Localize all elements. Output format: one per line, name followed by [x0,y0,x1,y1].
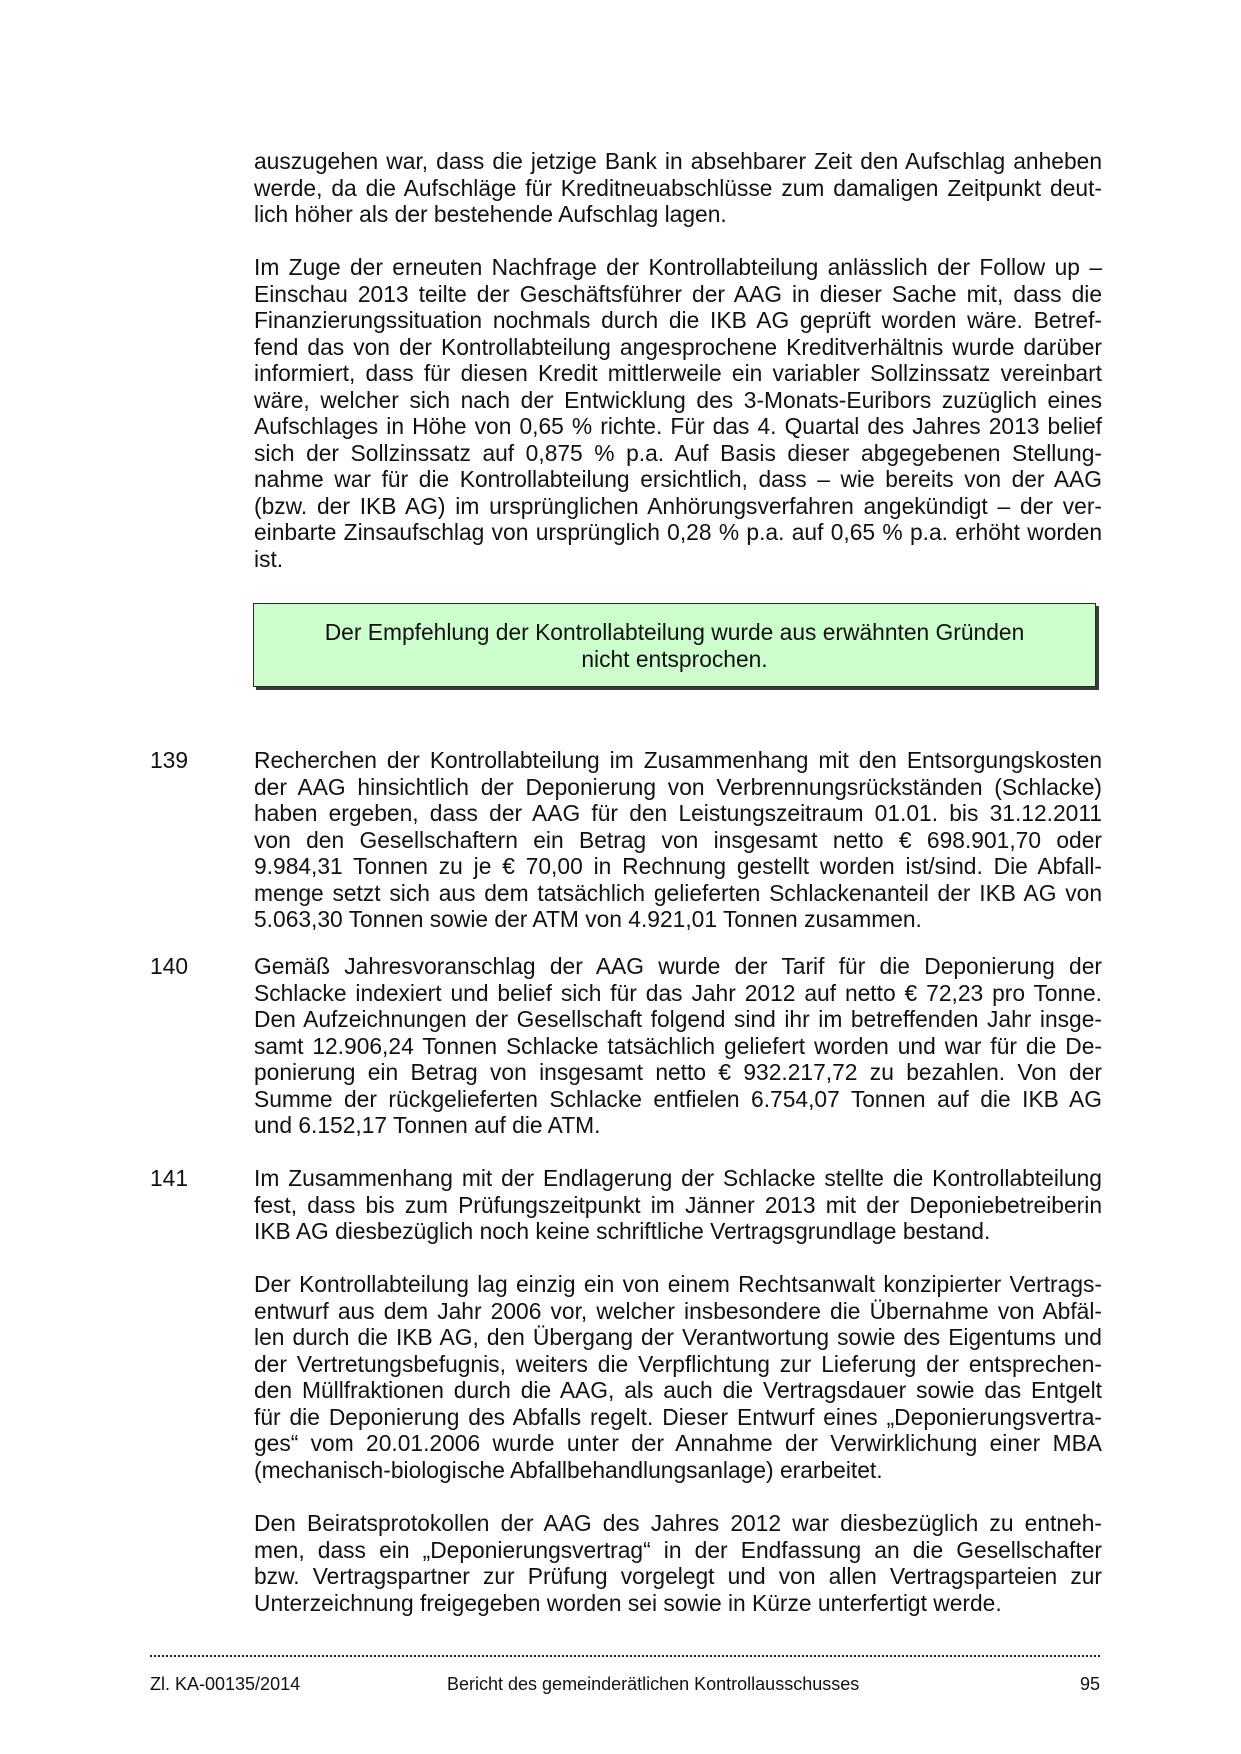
box-text-line: nicht entsprochen. [581,646,768,672]
text-line: men, dass ein „Deponierungsvertrag“ in der Endfassung an die Gesellschafter [254,1536,1102,1563]
text-line: Den Aufzeichnungen der Gesellschaft folgend sind ihr im betreffenden Jahr insge- [254,1006,1102,1032]
continued-paragraph [254,148,1102,228]
text-line: und 6.152,17 Tonnen auf die ATM. [254,1112,601,1138]
text-line: ponierung ein Betrag von insgesamt netto € 932.217,72 zu bezahlen. Von der [254,1059,1102,1085]
text-line: (bzw. der IKB AG) im ursprünglichen Anhörungsverfahren angekündigt – der ver- [254,492,1102,519]
text-line: len durch die IKB AG, den Übergang der Verantwortung sowie des Eigentums und [254,1324,1102,1350]
text-line: Im Zuge der erneuten Nachfrage der Kontrollabteilung anlässlich der Follow up – [254,254,1102,280]
text-line: werde, da die Aufschläge für Kreditneuabschlüsse zum damaligen Zeitpunkt deut- [254,174,1102,201]
follow-up-paragraph [254,254,1102,572]
text-line: fend das von der Kontrollabteilung angesprochene Kreditverhältnis wurde darüber [254,333,1102,360]
paragraph-number: 139 [150,747,189,773]
advisory-board-paragraph [254,1510,1102,1616]
text-line: (mechanisch-biologische Abfallbehandlungsanlage) erarbeitet. [254,1456,883,1483]
paragraph-140 [254,953,1102,1139]
text-line: ist. [254,545,284,572]
paragraph-number: 140 [150,953,189,979]
text-line: Einschau 2013 teilte der Geschäftsführer der AAG in dieser Sache mit, dass die [254,280,1102,307]
text-line: wäre, welcher sich nach der Entwicklung des 3-Monats-Euribors zuzüglich eines [254,386,1102,413]
text-line: Unterzeichnung freigegeben worden sei sowie in Kürze unterfertigt werde. [254,1589,1002,1616]
text-line: der Vertretungsbefugnis, weiters die Verpflichtung zur Lieferung der entsprechen- [254,1350,1102,1377]
text-line: 9.984,31 Tonnen zu je € 70,00 in Rechnung gestellt worden ist/sind. Die Abfall- [254,853,1102,879]
footer-divider [150,1655,1100,1657]
paragraph-141 [254,1165,1102,1245]
text-line: Summe der rückgelieferten Schlacke entfielen 6.754,07 Tonnen auf die IKB AG [254,1085,1102,1112]
page-number: 95 [1079,1674,1100,1694]
paragraph-139 [254,747,1102,933]
text-line: sich der Sollzinssatz auf 0,875 % p.a. Auf Basis dieser abgegebenen Stellung- [254,439,1102,466]
text-line: nahme war für die Kontrollabteilung ersichtlich, dass – wie bereits von der AAG [254,466,1102,492]
text-line: samt 12.906,24 Tonnen Schlacke tatsächlich geliefert worden und war für die De- [254,1032,1102,1059]
text-line: haben ergeben, dass der AAG für den Leistungszeitraum 01.01. bis 31.12.2011 [254,800,1102,826]
text-line: menge setzt sich aus dem tatsächlich gelieferten Schlackenanteil der IKB AG von [254,879,1102,906]
text-line: informiert, dass für diesen Kredit mittlerweile ein variabler Sollzinssatz vereinbart [254,360,1102,386]
footer-title: Bericht des gemeinderätlichen Kontrollausschusses [447,1674,860,1694]
text-line: Der Kontrollabteilung lag einzig ein von einem Rechtsanwalt konzipierter Vertrags- [254,1271,1102,1297]
text-line: der AAG hinsichtlich der Deponierung von Verbrennungsrückständen (Schlacke) [254,773,1102,800]
text-line: bzw. Vertragspartner zur Prüfung vorgelegt und von allen Vertragsparteien zur [254,1563,1102,1589]
contract-draft-paragraph [254,1271,1102,1483]
text-line: entwurf aus dem Jahr 2006 vor, welcher insbesondere die Übernahme von Abfäl- [254,1297,1102,1324]
text-line: ges“ vom 20.01.2006 wurde unter der Annahme der Verwirklichung einer MBA [254,1430,1102,1456]
text-line: Recherchen der Kontrollabteilung im Zusammenhang mit den Entsorgungskosten [254,747,1102,773]
text-line: von den Gesellschaftern ein Betrag von insgesamt netto € 698.901,70 oder [254,826,1102,853]
text-line: fest, dass bis zum Prüfungszeitpunkt im Jänner 2013 mit der Deponiebetreiberin [254,1191,1102,1218]
text-line: lich höher als der bestehende Aufschlag lagen. [254,201,727,227]
text-line: für die Deponierung des Abfalls regelt. Dieser Entwurf eines „Deponierungsvertra- [254,1403,1102,1430]
text-line: Den Beiratsprotokollen der AAG des Jahres 2012 war diesbezüglich zu entneh- [254,1510,1102,1536]
text-line: IKB AG diesbezüglich noch keine schriftliche Vertragsgrundlage bestand. [254,1218,991,1244]
text-line: Schlacke indexiert und belief sich für das Jahr 2012 auf netto € 72,23 pro Tonne. [254,979,1102,1006]
text-line: Aufschlages in Höhe von 0,65 % richte. Für das 4. Quartal des Jahres 2013 belief [254,413,1102,439]
text-line: einbarte Zinsaufschlag von ursprünglich 0,28 % p.a. auf 0,65 % p.a. erhöht worden [254,519,1102,545]
box-text-line: Der Empfehlung der Kontrollabteilung wurde aus erwähnten Gründen [324,619,1025,645]
paragraph-number: 141 [150,1165,189,1191]
footer-reference: Zl. KA-00135/2014 [150,1674,301,1694]
text-line: auszugehen war, dass die jetzige Bank in absehbarer Zeit den Aufschlag anheben [254,148,1102,174]
recommendation-box [253,603,1096,687]
text-line: 5.063,30 Tonnen sowie der ATM von 4.921,01 Tonnen zusammen. [254,906,922,932]
text-line: Finanzierungssituation nochmals durch die IKB AG geprüft worden wäre. Betref- [254,307,1102,333]
text-line: Gemäß Jahresvoranschlag der AAG wurde der Tarif für die Deponierung der [254,953,1102,979]
text-line: Im Zusammenhang mit der Endlagerung der Schlacke stellte die Kontrollabteilung [254,1165,1102,1191]
text-line: den Müllfraktionen durch die AAG, als auch die Vertragsdauer sowie das Entgelt [254,1377,1102,1403]
